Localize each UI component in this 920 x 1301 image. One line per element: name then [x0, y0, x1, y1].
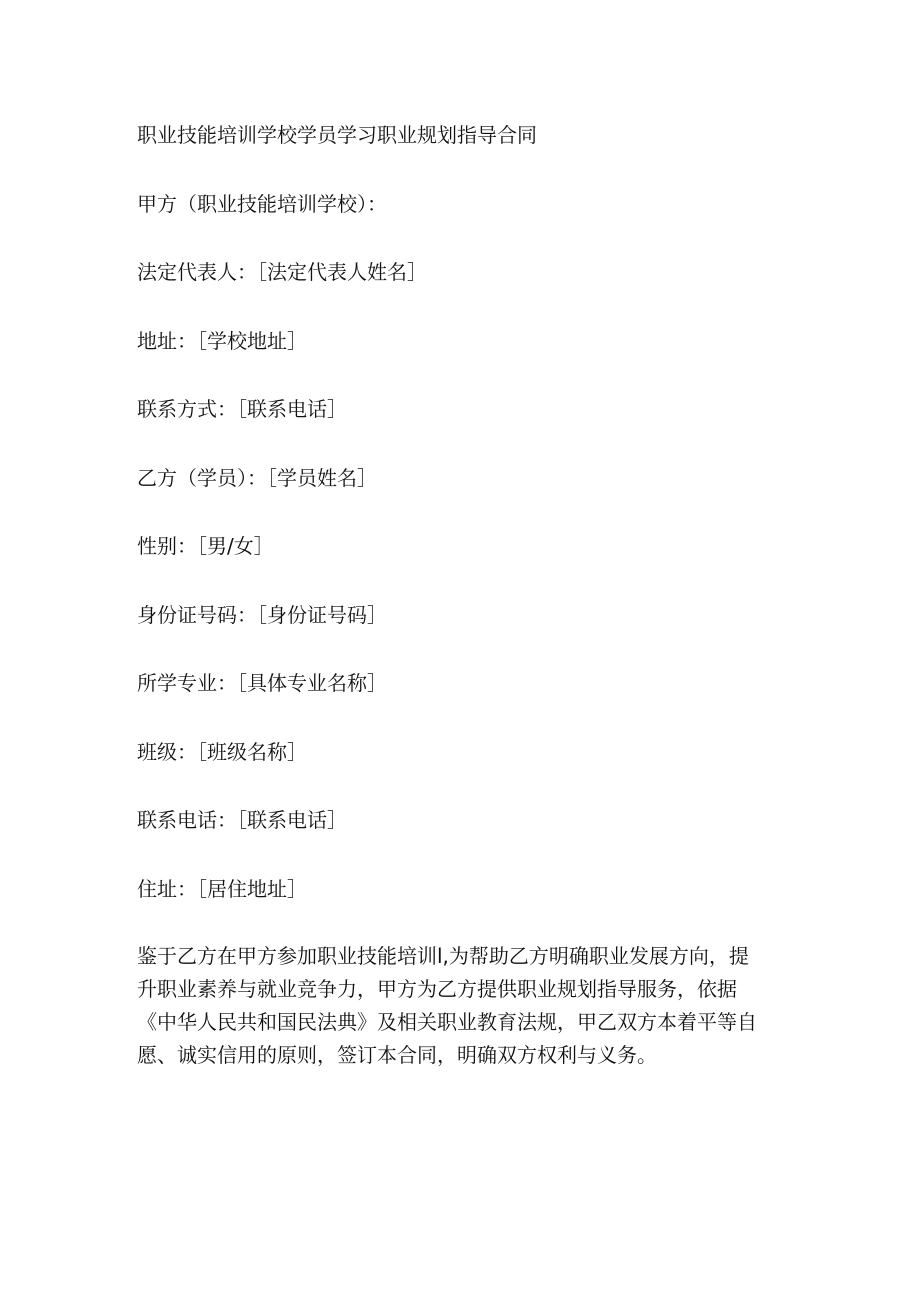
preamble-line: 升职业素养与就业竞争力，甲方为乙方提供职业规划指导服务，依据: [137, 977, 737, 1001]
preamble-line: 鉴于乙方在甲方参加职业技能培训l,为帮助乙方明确职业发展方向，提: [137, 944, 749, 968]
contract-title: 职业技能培训学校学员学习职业规划指导合同: [137, 123, 537, 147]
phone-field: 联系电话：［联系电话］: [137, 808, 347, 832]
gender-field: 性别：［男/女］: [137, 534, 274, 558]
legal-representative-field: 法定代表人：［法定代表人姓名］: [137, 260, 427, 284]
major-field: 所学专业：［具体专业名称］: [137, 671, 387, 695]
id-number-field: 身份证号码：［身份证号码］: [137, 603, 387, 627]
school-address-field: 地址：［学校地址］: [137, 329, 307, 353]
preamble-line: 《中华人民共和国民法典》及相关职业教育法规，甲乙双方本着平等自: [137, 1010, 757, 1034]
residence-field: 住址：［居住地址］: [137, 877, 307, 901]
preamble-paragraph: [137, 940, 777, 1072]
party-b-field: 乙方（学员）：［学员姓名］: [137, 466, 377, 490]
party-a-heading: 甲方（职业技能培训学校）：: [137, 192, 387, 216]
class-field: 班级：［班级名称］: [137, 740, 307, 764]
preamble-line: 愿、诚实信用的原则，签订本合同，明确双方权利与义务。: [137, 1043, 657, 1067]
school-contact-field: 联系方式：［联系电话］: [137, 397, 347, 421]
